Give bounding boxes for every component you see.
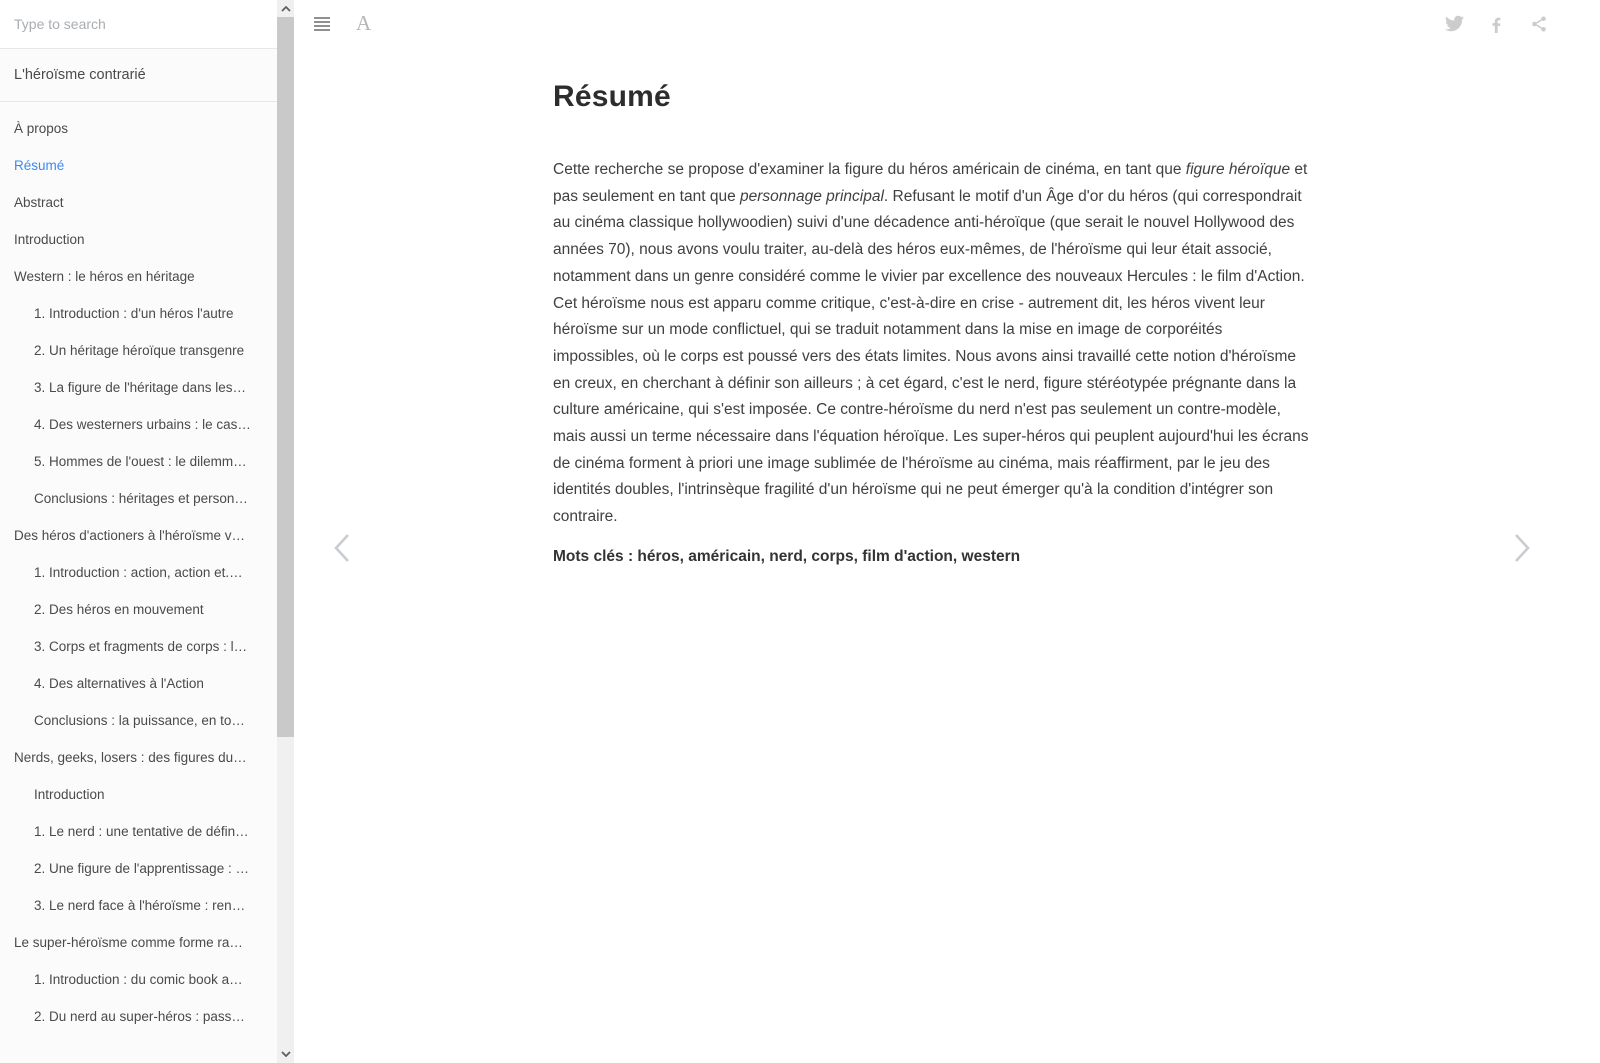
book-title[interactable]: L'héroïsme contrarié [0,49,277,102]
sidebar-item[interactable]: 2. Un héritage héroïque transgenre [34,343,245,358]
keywords-line: Mots clés : héros, américain, nerd, corps, film d'action, western [553,547,1021,565]
sidebar [0,0,277,1063]
abstract-italic: figure héroïque [1185,161,1291,178]
sidebar-item[interactable]: 3. Le nerd face à l'héroïsme : ren… [34,898,246,913]
scrollbar-thumb[interactable] [277,17,294,737]
sidebar-item[interactable]: 3. La figure de l'héritage dans les… [34,380,246,395]
sidebar-item[interactable]: Introduction [14,232,85,247]
sidebar-item[interactable]: 1. Introduction : d'un héros l'autre [34,306,234,321]
facebook-icon[interactable] [1488,15,1506,33]
menu-icon[interactable] [314,17,330,31]
abstract-italic: personnage principal [740,187,884,205]
table-of-contents [0,102,277,1035]
sidebar-item[interactable]: Le super-héroïsme comme forme ra… [14,935,243,950]
sidebar-item[interactable]: Conclusions : héritages et person… [34,491,248,506]
share-icon[interactable] [1530,15,1548,33]
sidebar-item[interactable]: 2. Des héros en mouvement [34,602,204,617]
search-bar [0,0,277,49]
reader-toolbar [314,13,371,34]
font-size-icon[interactable]: A [356,11,372,35]
abstract-text: . Refusant le motif d'un Âge d'or du héros (qui correspondrait au cinéma classique hollywoodien) suivi d'une décadence anti-héroïque (que serait le nouvel Hollywood des années 70), nous avons voulu traiter, au-delà des héros eux-mêmes, de l'héroïsme qui leur était associé, notamment dans un genre considéré comme le vivier par excellence des nouveaux Hercules : le film d'Action. Cet héroïsme nous est apparu comme critique, c'est-à-dire en crise - autrement dit, les héros vivent leur héroïsme sur un mode conflictuel, qui se traduit notamment dans la mise en image de corporéités impossibles, où le corps est poussé vers des états limites. Nous avons ainsi travaillé cette notion d'héroïsme en creux, en cherchant à définir son ailleurs ; à cet égard, c'est le nerd, figure stéréotypée prégnante dans la culture américaine, qui s'est imposée. Ce contre-héroïsme du nerd n'est pas seulement un contre-modèle, mais aussi un terme nécessaire dans l'équation héroïque. Les super-héros qui peuplent aujourd'hui les écrans de cinéma forment à priori une image sublimée de l'héroïsme au cinéma, mais réaffirment, par le jeu des identités doubles, l'intrinsèque fragilité d'un héroïsme qui ne peut émerger qu'à la condition d'intégrer son contraire. [553,187,1309,526]
next-page-button[interactable] [1512,532,1532,567]
sidebar-item[interactable]: 1. Le nerd : une tentative de défin… [34,824,249,839]
sidebar-item[interactable]: Introduction [34,787,105,802]
abstract-paragraph [553,157,1311,531]
sidebar-item[interactable]: 2. Du nerd au super-héros : pass… [34,1009,245,1024]
sidebar-item[interactable]: 3. Corps et fragments de corps : l… [34,639,248,654]
sidebar-item[interactable]: 4. Des alternatives à l'Action [34,676,204,691]
sidebar-item[interactable]: 1. Introduction : du comic book a… [34,972,243,987]
scroll-down-icon[interactable] [277,1046,294,1062]
search-input[interactable] [0,16,277,32]
sidebar-item[interactable]: 4. Des westerners urbains : le cas… [34,417,251,432]
abstract-text: Cette recherche se propose d'examiner la figure du héros américain de cinéma, en tant que [553,161,1186,178]
main-content [294,0,1600,1063]
sidebar-item[interactable]: 5. Hommes de l'ouest : le dilemm… [34,454,247,469]
sidebar-item[interactable]: 1. Introduction : action, action et.… [34,565,243,580]
sidebar-scrollbar[interactable] [277,0,294,1063]
sidebar-item[interactable]: Abstract [14,195,64,210]
sidebar-item[interactable]: À propos [14,121,69,136]
page-title: Résumé [553,80,671,113]
sidebar-item[interactable]: 2. Une figure de l'apprentissage : … [34,861,249,876]
twitter-icon[interactable] [1445,14,1464,33]
sidebar-item[interactable]: Conclusions : la puissance, en to… [34,713,245,728]
previous-page-button[interactable] [332,532,352,567]
scroll-up-icon[interactable] [277,1,294,17]
sidebar-item[interactable]: Western : le héros en héritage [14,269,195,284]
article [553,80,1311,571]
sidebar-item[interactable]: Résumé [14,158,65,173]
abstract-text: et pas seulement en tant que [553,161,1308,205]
sidebar-item[interactable]: Nerds, geeks, losers : des figures du… [14,750,247,765]
share-toolbar [1445,14,1548,33]
sidebar-item[interactable]: Des héros d'actioners à l'héroïsme v… [14,528,246,543]
